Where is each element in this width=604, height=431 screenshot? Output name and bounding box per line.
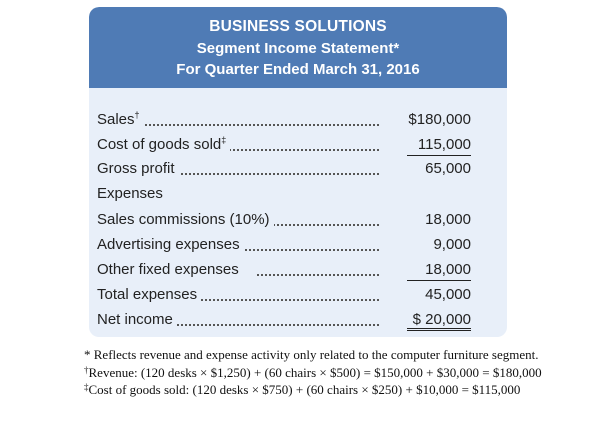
row-amount: $180,000 bbox=[408, 111, 471, 128]
footnote-mark: † bbox=[134, 110, 140, 120]
footnote-mark: † bbox=[84, 364, 89, 375]
footnote-text: Reflects revenue and expense activity only related to the computer furniture segment. bbox=[90, 347, 539, 362]
row-net-income bbox=[89, 308, 507, 332]
row-advertising-expenses bbox=[89, 233, 507, 257]
footnote-text: Cost of goods sold: (120 desks × $750) + (60 chairs × $250) + $10,000 = $115,000 bbox=[88, 382, 521, 397]
row-label: Sales commissions (10%) bbox=[97, 211, 274, 228]
statement-title: Segment Income Statement* bbox=[196, 40, 400, 57]
row-amount: 65,000 bbox=[425, 160, 471, 177]
row-sales bbox=[89, 108, 507, 132]
row-label: Gross profit bbox=[97, 160, 179, 177]
company-name: BUSINESS SOLUTIONS bbox=[209, 18, 387, 35]
statement-period: For Quarter Ended March 31, 2016 bbox=[176, 61, 420, 78]
footnote-revenue bbox=[84, 364, 604, 382]
statement-header bbox=[89, 7, 507, 88]
footnote-cogs bbox=[84, 381, 604, 399]
footnote-mark: * bbox=[84, 347, 91, 362]
row-label: Advertising expenses bbox=[97, 236, 244, 253]
row-gross-profit bbox=[89, 157, 507, 181]
row-amount: 115,000 bbox=[407, 133, 471, 156]
row-label: Cost of goods sold bbox=[97, 136, 222, 153]
footnotes bbox=[84, 346, 604, 399]
row-amount: 18,000 bbox=[407, 258, 471, 281]
row-expenses-heading bbox=[89, 182, 507, 206]
row-amount: 18,000 bbox=[425, 211, 471, 228]
row-label: Expenses bbox=[97, 185, 167, 202]
row-amount: 9,000 bbox=[433, 236, 471, 253]
footnote-mark: ‡ bbox=[221, 135, 227, 145]
row-label: Other fixed expenses bbox=[97, 261, 243, 278]
footnote-text: Revenue: (120 desks × $1,250) + (60 chairs × $500) = $150,000 + $30,000 = $180,000 bbox=[88, 364, 542, 380]
row-label: Net income bbox=[97, 311, 177, 328]
row-amount: $ 20,000 bbox=[407, 308, 471, 331]
row-total-expenses bbox=[89, 283, 507, 307]
footnote-segment bbox=[84, 346, 604, 364]
row-other-fixed-expenses bbox=[89, 258, 507, 282]
row-sales-commissions bbox=[89, 208, 507, 232]
footnote-mark: ‡ bbox=[84, 382, 89, 392]
row-label: Total expenses bbox=[97, 286, 201, 303]
row-amount: 45,000 bbox=[425, 286, 471, 303]
income-statement-card bbox=[89, 7, 507, 337]
row-label: Sales bbox=[97, 111, 135, 128]
row-cost-of-goods-sold bbox=[89, 133, 507, 157]
